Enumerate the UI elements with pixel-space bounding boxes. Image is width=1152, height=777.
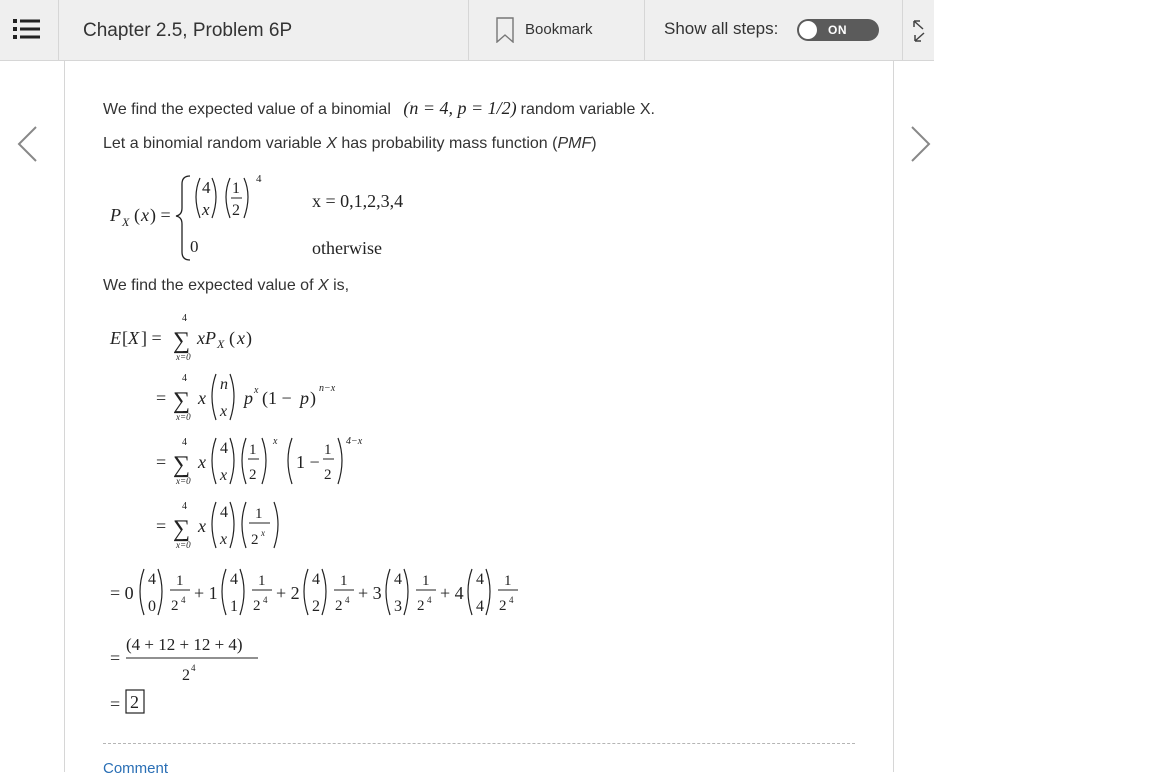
svg-text:4: 4 (230, 571, 238, 588)
svg-text:1: 1 (249, 442, 257, 458)
svg-text:4: 4 (202, 178, 211, 197)
svg-text:x: x (198, 388, 206, 408)
svg-text:=: = (156, 516, 167, 536)
svg-text:x: x (202, 200, 210, 219)
pmf-sentence: Let a binomial random variable X has probability mass function (PMF) (103, 135, 597, 152)
svg-text:1: 1 (324, 442, 332, 458)
svg-text:x: x (261, 528, 265, 538)
svg-text:4: 4 (476, 571, 484, 588)
svg-text:[: [ (122, 328, 128, 348)
pmf-case1-condition: x = 0,1,2,3,4 (312, 191, 404, 211)
svg-text:p: p (300, 388, 309, 408)
svg-text:p: p (244, 388, 253, 408)
svg-text:4: 4 (181, 595, 186, 605)
svg-text:(1 −: (1 − (262, 388, 292, 408)
svg-text:2: 2 (171, 598, 179, 614)
svg-text:(: ( (134, 205, 140, 225)
svg-text:4: 4 (312, 571, 320, 588)
svg-text:4: 4 (182, 373, 187, 384)
svg-text:4: 4 (182, 437, 187, 448)
bookmark-icon (496, 17, 514, 43)
svg-text:x: x (220, 467, 228, 484)
divider (103, 743, 855, 744)
svg-text:0: 0 (148, 598, 156, 615)
svg-text:2: 2 (312, 598, 320, 615)
svg-text:=: = (156, 388, 167, 408)
toggle-state-text: ON (828, 23, 847, 37)
svg-text:=: = (110, 648, 121, 668)
svg-text:x: x (198, 516, 206, 536)
svg-text:x=0: x=0 (176, 352, 191, 362)
svg-text:4: 4 (191, 663, 196, 673)
svg-text:x=0: x=0 (176, 476, 191, 486)
svg-text:4−x: 4−x (346, 436, 363, 447)
svg-text:): ) (246, 328, 252, 348)
svg-text:x: x (273, 436, 278, 447)
svg-text:∑: ∑ (173, 516, 191, 542)
svg-text:=: = (110, 694, 121, 714)
pmf-equation (108, 170, 428, 264)
show-all-steps-label: Show all steps: (664, 19, 779, 38)
svg-text:x: x (220, 403, 228, 420)
svg-text:3: 3 (394, 598, 402, 615)
svg-text:1: 1 (255, 506, 263, 522)
svg-text:0: 0 (190, 237, 199, 256)
svg-text:∑: ∑ (173, 328, 191, 354)
svg-text:=: = (156, 452, 167, 472)
svg-text:∑: ∑ (173, 388, 191, 414)
svg-text:x=0: x=0 (176, 412, 191, 422)
svg-text:1: 1 (504, 573, 512, 589)
svg-text:1 −: 1 − (296, 452, 320, 472)
expectation-derivation (106, 308, 566, 720)
svg-text:x: x (220, 531, 228, 548)
svg-text:4: 4 (476, 598, 484, 615)
svg-text:4: 4 (509, 595, 514, 605)
svg-text:P: P (110, 205, 121, 225)
svg-text:2: 2 (417, 598, 425, 614)
svg-text:n−x: n−x (319, 383, 336, 394)
svg-text:4: 4 (263, 595, 268, 605)
chevron-left-icon[interactable] (14, 124, 40, 164)
svg-text:2: 2 (335, 598, 343, 614)
svg-text:4: 4 (220, 440, 228, 457)
chevron-right-icon[interactable] (908, 124, 934, 164)
svg-text:4: 4 (182, 501, 187, 512)
svg-text:(4 + 12 + 12 + 4): (4 + 12 + 12 + 4) (126, 635, 243, 654)
svg-text:1: 1 (176, 573, 184, 589)
page-title: Chapter 2.5, Problem 6P (83, 20, 293, 41)
svg-text:x: x (237, 328, 245, 348)
svg-text:x: x (198, 452, 206, 472)
pmf-case2-condition: otherwise (312, 238, 382, 258)
svg-text:n: n (220, 376, 228, 393)
svg-text:2: 2 (499, 598, 507, 614)
svg-text:+ 3: + 3 (358, 583, 382, 603)
svg-text:X: X (217, 337, 225, 351)
list-icon (13, 17, 41, 41)
svg-text:4: 4 (394, 571, 402, 588)
intro-sentence: We find the expected value of a binomial (n = 4, p = 1/2) random variable X. (103, 98, 655, 118)
svg-text:X: X (122, 215, 130, 229)
top-bar (0, 0, 934, 61)
expand-button[interactable] (902, 0, 934, 61)
svg-text:4: 4 (148, 571, 156, 588)
svg-text:xP: xP (197, 328, 216, 348)
svg-text:= 0: = 0 (110, 583, 134, 603)
svg-text:2: 2 (182, 667, 190, 684)
svg-text:1: 1 (258, 573, 266, 589)
svg-text:x: x (141, 205, 149, 225)
bookmark-label: Bookmark (525, 21, 593, 38)
svg-text:1: 1 (232, 180, 240, 197)
svg-text:1: 1 (230, 598, 238, 615)
expand-icon (911, 18, 927, 44)
svg-text:2: 2 (251, 532, 259, 548)
svg-text:+ 2: + 2 (276, 583, 300, 603)
svg-text:2: 2 (324, 467, 332, 483)
svg-text:∑: ∑ (173, 452, 191, 478)
svg-text:2: 2 (253, 598, 261, 614)
svg-text:1: 1 (422, 573, 430, 589)
svg-text:2: 2 (232, 202, 240, 219)
svg-text:2: 2 (249, 467, 257, 483)
svg-text:4: 4 (427, 595, 432, 605)
svg-text:+ 1: + 1 (194, 583, 218, 603)
intro-math: (n = 4, p = 1/2) (403, 98, 517, 118)
svg-text:] =: ] = (141, 328, 162, 348)
svg-text:4: 4 (256, 173, 262, 185)
menu-button[interactable] (0, 0, 59, 61)
svg-text:x: x (254, 385, 259, 396)
expectation-sentence: We find the expected value of X is, (103, 277, 350, 294)
bookmark-button[interactable] (468, 0, 645, 61)
svg-text:4: 4 (220, 504, 228, 521)
final-answer: 2 (130, 692, 139, 712)
svg-text:4: 4 (182, 313, 187, 324)
show-all-steps-toggle[interactable] (797, 19, 879, 41)
svg-text:(: ( (229, 328, 235, 348)
svg-text:1: 1 (340, 573, 348, 589)
svg-text:) =: ) = (150, 205, 171, 225)
svg-text:X: X (128, 328, 139, 348)
comment-link[interactable]: Comment (103, 760, 169, 777)
svg-text:x=0: x=0 (176, 540, 191, 550)
svg-text:): ) (310, 388, 316, 408)
svg-text:+ 4: + 4 (440, 583, 464, 603)
toggle-knob (799, 21, 817, 39)
svg-text:4: 4 (345, 595, 350, 605)
svg-text:E: E (110, 328, 121, 348)
